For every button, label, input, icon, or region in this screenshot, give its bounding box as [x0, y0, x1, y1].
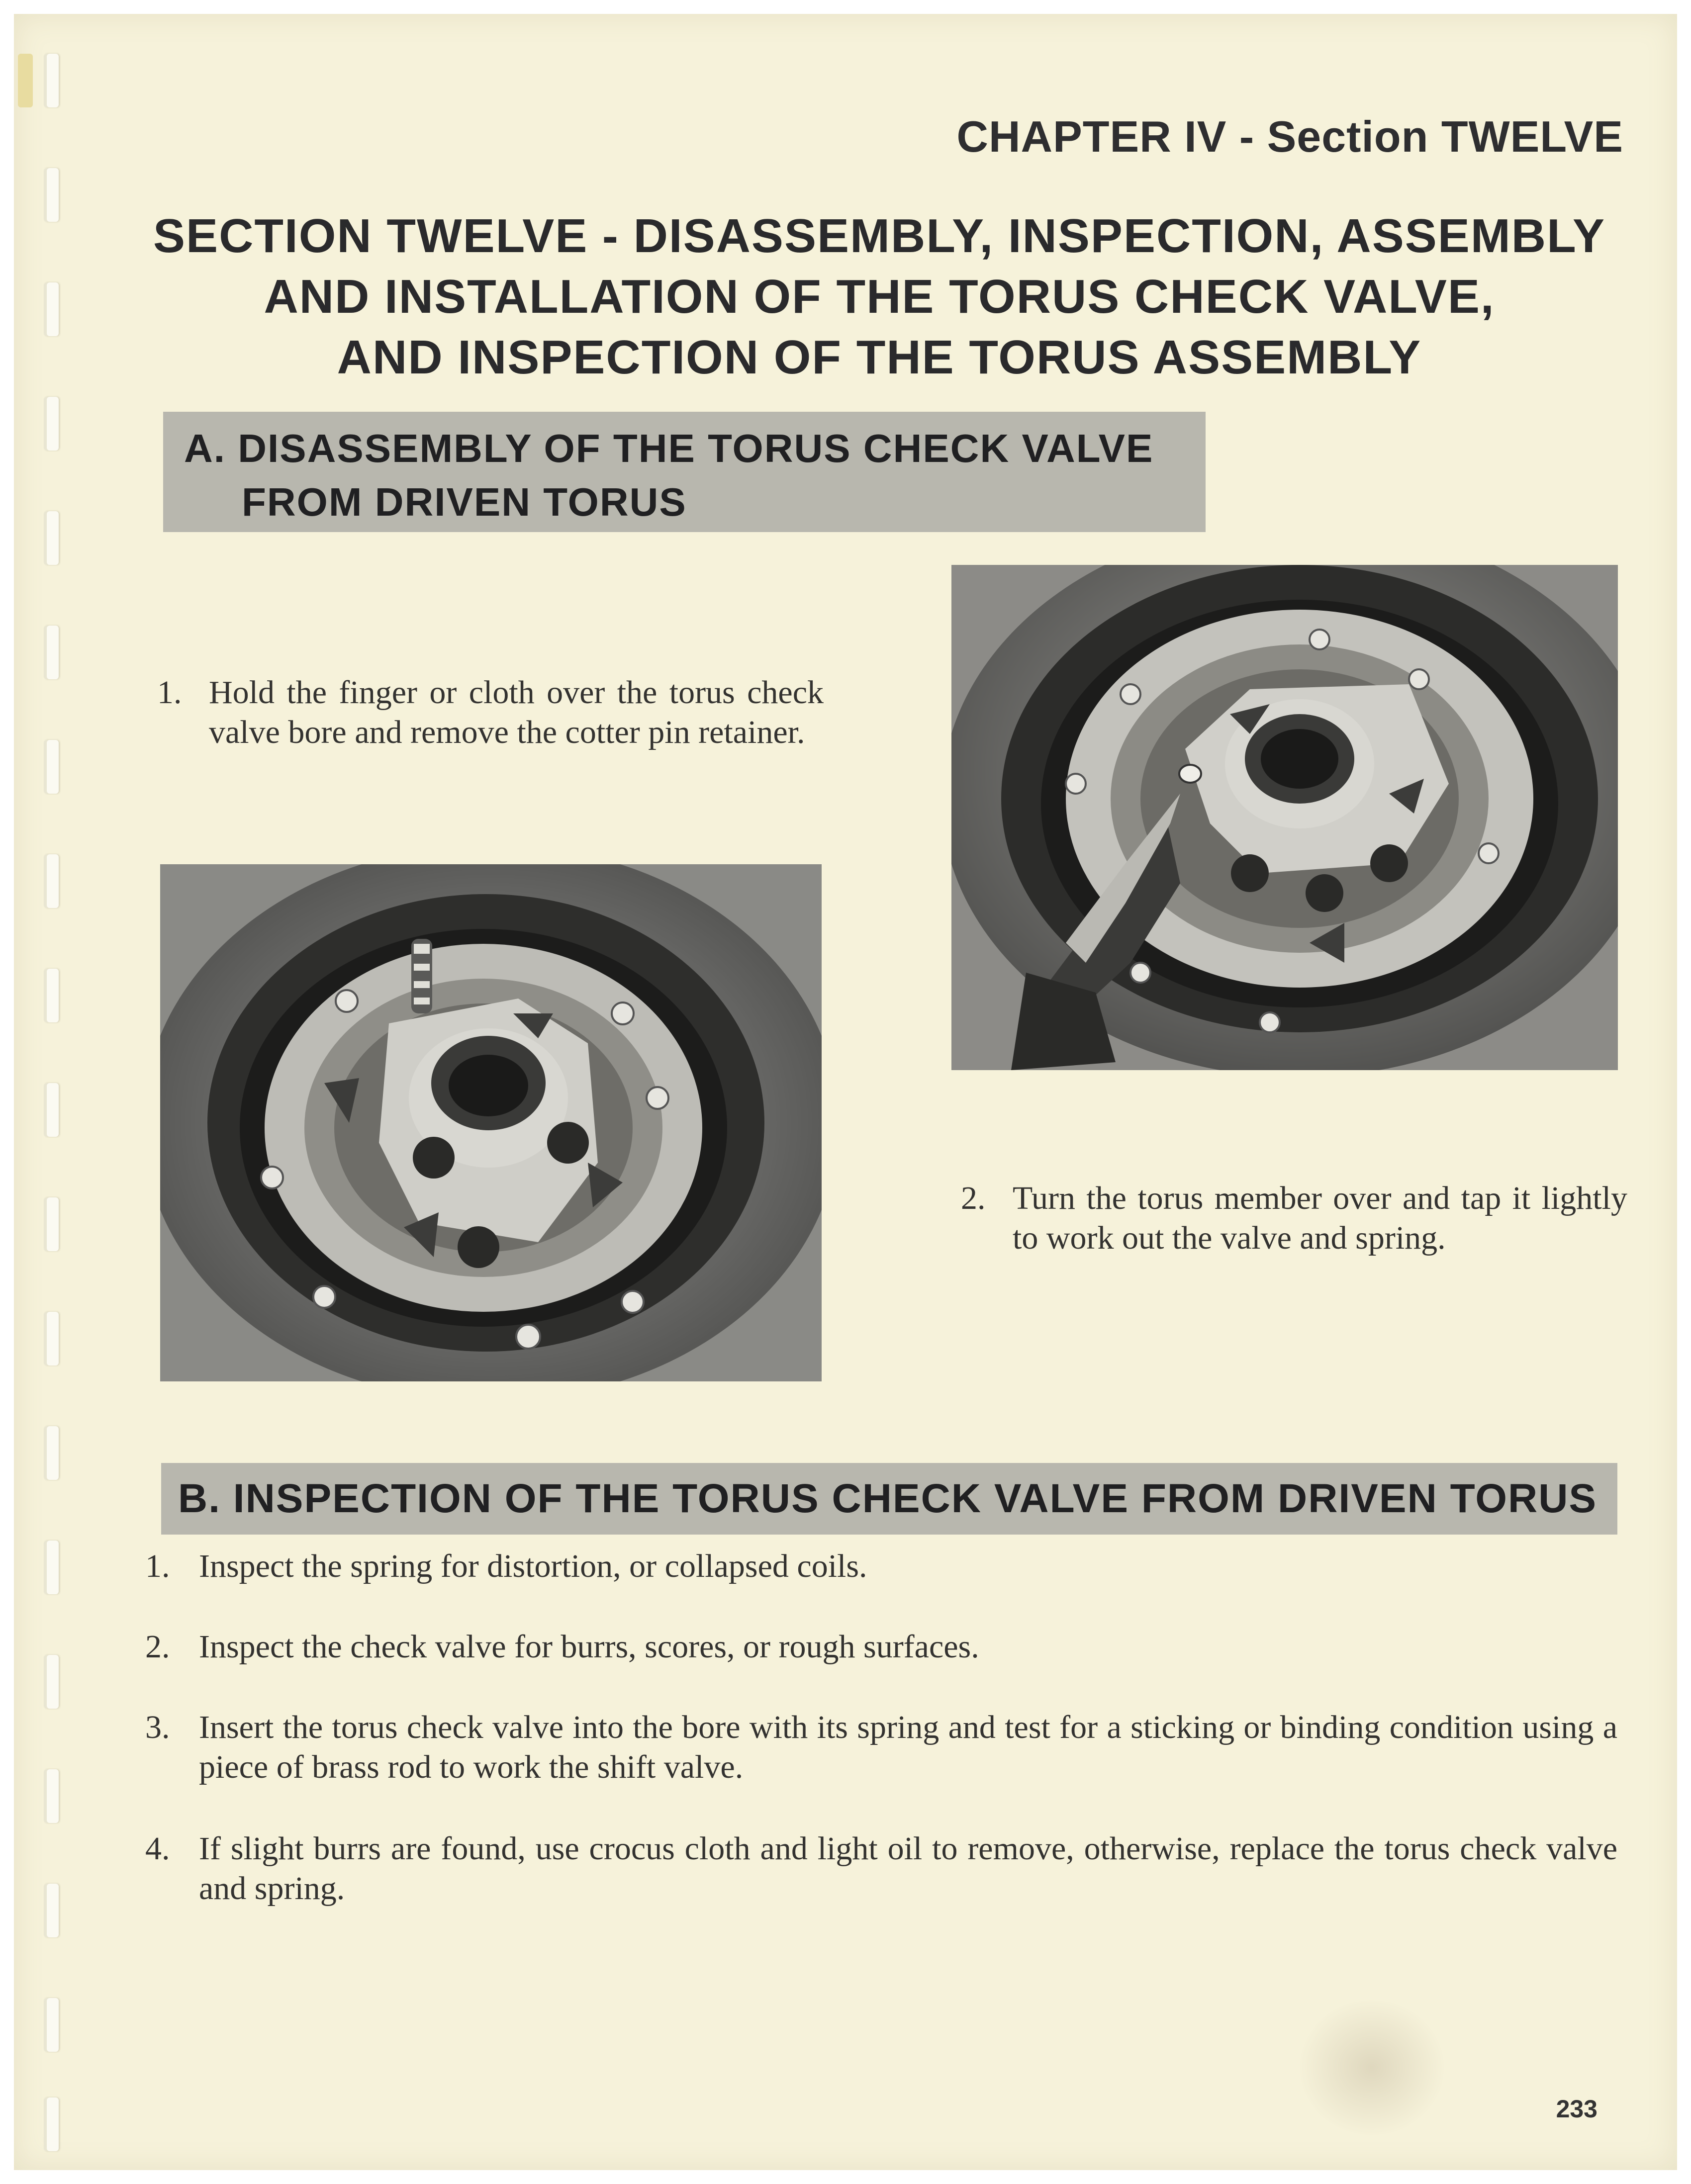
torus-photo-cotter-pin: [951, 565, 1618, 1070]
chapter-header: CHAPTER IV - Section TWELVE: [956, 112, 1623, 161]
torus-photo-valve-removed: [160, 864, 822, 1381]
item-number: 2.: [145, 1629, 170, 1665]
item-text: Insert the torus check valve into the bore with its spring and test for a sticking or binding condition using a piece of brass rod to work the shift valve.: [199, 1709, 1617, 1785]
section-title: [133, 206, 1625, 388]
section-title-line: AND INSTALLATION OF THE TORUS CHECK VALVE,: [264, 270, 1495, 323]
item-text: If slight burrs are found, use crocus cloth and light oil to remove, otherwise, replace the torus check valve and spring.: [199, 1830, 1617, 1907]
item-text: Inspect the spring for distortion, or collapsed coils.: [199, 1548, 867, 1584]
item-number: 3.: [145, 1709, 170, 1745]
step-text: Turn the torus member over and tap it lightly to work out the valve and spring.: [1013, 1180, 1627, 1256]
section-a-heading-line2: FROM DRIVEN TORUS: [242, 480, 687, 524]
step-text: Hold the finger or cloth over the torus check valve bore and remove the cotter pin retainer.: [209, 674, 824, 750]
section-title-line: SECTION TWELVE - DISASSEMBLY, INSPECTION, ASSEMBLY: [153, 209, 1605, 263]
item-text: Inspect the check valve for burrs, scores, or rough surfaces.: [199, 1629, 979, 1665]
section-a-heading-line1: A. DISASSEMBLY OF THE TORUS CHECK VALVE: [184, 426, 1154, 470]
manual-page: [14, 14, 1677, 2170]
fingerprint-smudge: [1297, 1998, 1446, 2137]
item-number: 1.: [145, 1548, 170, 1584]
step-number: 1.: [157, 674, 182, 711]
step-number: 2.: [961, 1180, 986, 1216]
section-title-line: AND INSPECTION OF THE TORUS ASSEMBLY: [337, 331, 1422, 384]
section-a-heading: [163, 412, 1206, 532]
item-number: 4.: [145, 1830, 170, 1867]
section-b-heading: [161, 1463, 1617, 1535]
section-b-heading-text: B. INSPECTION OF THE TORUS CHECK VALVE FROM DRIVEN TORUS: [178, 1476, 1597, 1521]
page-number: 233: [1556, 2095, 1597, 2123]
